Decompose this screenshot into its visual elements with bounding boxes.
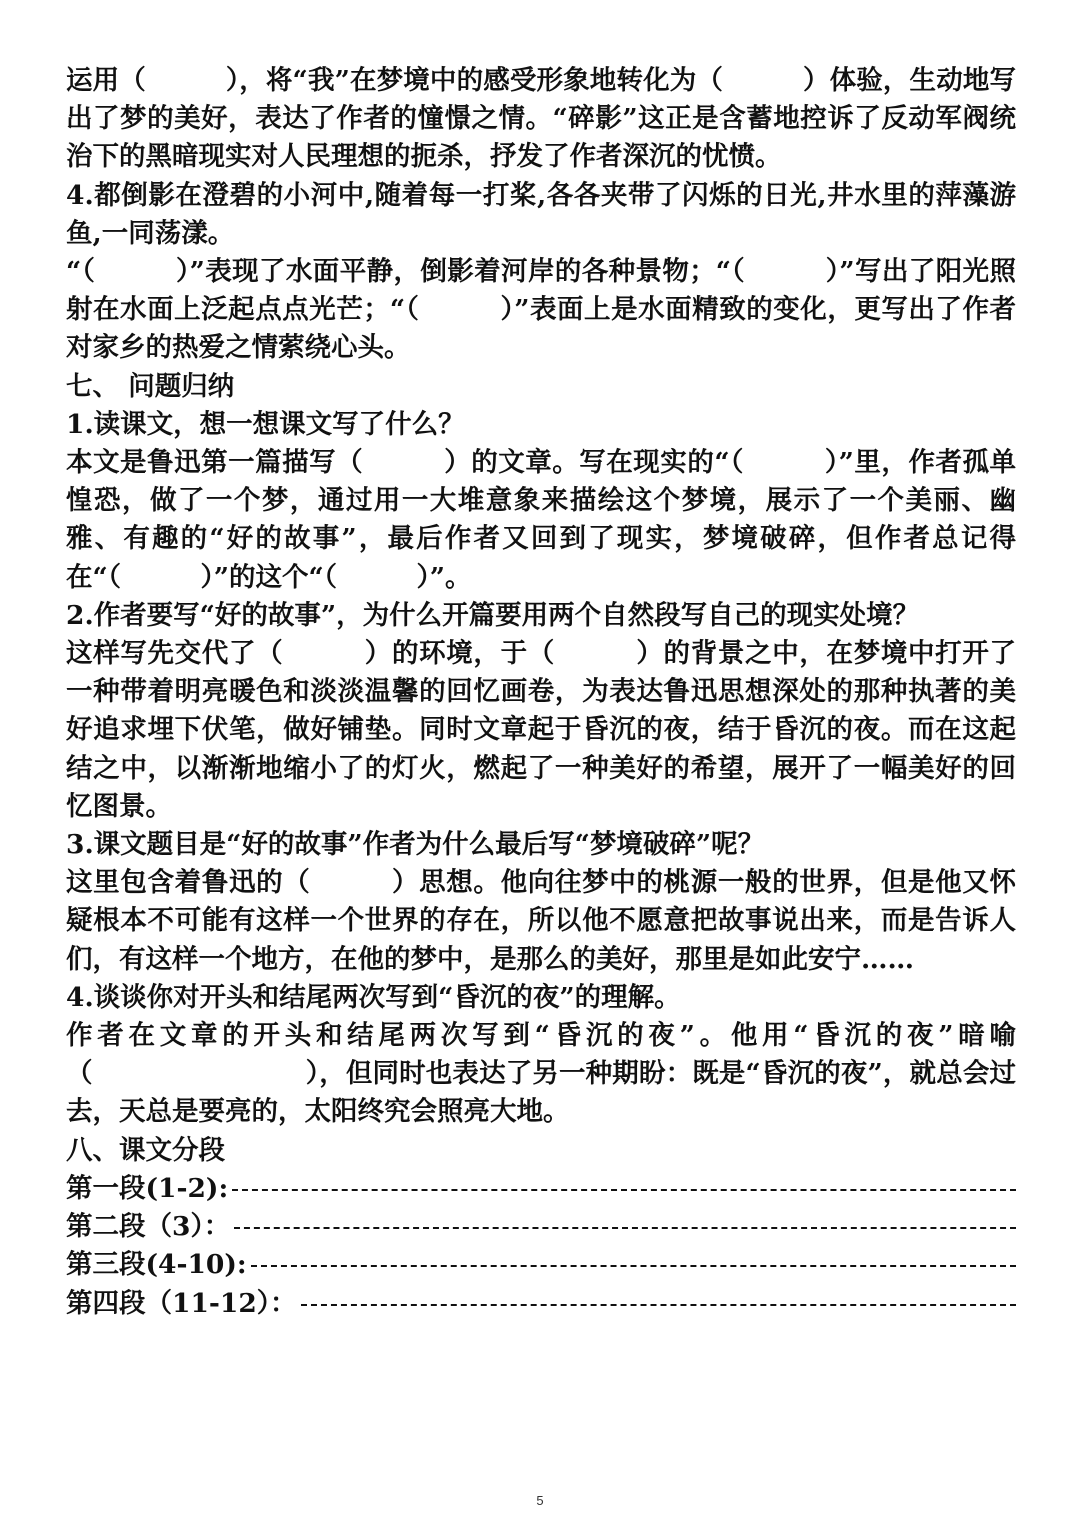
question-1: 1.读课文，想一想课文写了什么？ (66, 408, 465, 440)
segment-line-1 (66, 1170, 1016, 1208)
segment-label-4: 第四段（11-12）： (66, 1287, 297, 1319)
paragraph-reflection-answer: “（ ）”表现了水面平静，倒影着河岸的各种景物；“（ ）”写出了阳光照射在水面上泛起点点光芒；“（ ）”表面上是水面精致的变化，更写出了作者对家乡的热爱之情萦绕心头。 (66, 256, 1016, 364)
section-heading-seven: 七、 问题归纳 (66, 370, 235, 402)
segment-answer-blank-4[interactable] (301, 1304, 1016, 1306)
segment-line-4 (66, 1285, 1016, 1323)
answer-3: 这里包含着鲁迅的（ ）思想。他向往梦中的桃源一般的世界，但是他又怀疑根本不可能有这样一个世界的存在，所以他不愿意把故事说出来，而是告诉人们，有这样一个地方，在他的梦中，是那么的美好，那里是如此安宁…… (66, 867, 1016, 975)
segment-label-2: 第二段（3）： (66, 1211, 231, 1243)
page-number: 5 (536, 1493, 544, 1508)
document-body (66, 62, 1016, 1323)
question-4-excerpt: 4.都倒影在澄碧的小河中,随着每一打桨,各各夹带了闪烁的日光,井水里的萍藻游鱼,一同荡漾。 (66, 179, 1016, 249)
question-3: 3.课文题目是“好的故事”作者为什么最后写“梦境破碎”呢？ (66, 829, 765, 861)
segment-answer-blank-2[interactable] (234, 1227, 1016, 1229)
paragraph-figure-of-speech-answer: 运用（ ），将“我”在梦境中的感受形象地转化为（ ）体验，生动地写出了梦的美好，表达了作者的憧憬之情。“碎影”这正是含蓄地控诉了反动军阀统治下的黑暗现实对人民理想的扼杀，抒发了作者深沉的忧愤。 (66, 65, 1016, 173)
segment-answer-blank-1[interactable] (232, 1189, 1016, 1191)
answer-4: 作者在文章的开头和结尾两次写到“昏沉的夜”。他用“昏沉的夜”暗喻（ ），但同时也表达了另一种期盼：既是“昏沉的夜”，就总会过去，天总是要亮的，太阳终究会照亮大地。 (66, 1020, 1016, 1128)
section-heading-eight: 八、课文分段 (66, 1134, 225, 1166)
segment-line-3 (66, 1246, 1016, 1284)
answer-2: 这样写先交代了（ ）的环境，于（ ）的背景之中，在梦境中打开了一种带着明亮暖色和淡淡温馨的回忆画卷，为表达鲁迅思想深处的那种执著的美好追求埋下伏笔，做好铺垫。同时文章起于昏沉的夜，结于昏沉的夜。而在这起结之中，以渐渐地缩小了的灯火，燃起了一种美好的希望，展开了一幅美好的回忆图景。 (66, 638, 1016, 822)
segment-answer-blank-3[interactable] (251, 1265, 1016, 1267)
answer-1: 本文是鲁迅第一篇描写（ ）的文章。写在现实的“（ ）”里，作者孤单惶恐，做了一个梦，通过用一大堆意象来描绘这个梦境，展示了一个美丽、幽雅、有趣的“好的故事”，最后作者又回到了现实，梦境破碎，但作者总记得在“（ ）”的这个“（ ）”。 (66, 447, 1016, 593)
segment-label-3: 第三段(4-10): (66, 1249, 247, 1281)
question-2: 2.作者要写“好的故事”，为什么开篇要用两个自然段写自己的现实处境？ (66, 599, 920, 631)
segment-line-2 (66, 1208, 1016, 1246)
question-4: 4.谈谈你对开头和结尾两次写到“昏沉的夜”的理解。 (66, 981, 681, 1013)
segment-label-1: 第一段(1-2): (66, 1172, 229, 1204)
